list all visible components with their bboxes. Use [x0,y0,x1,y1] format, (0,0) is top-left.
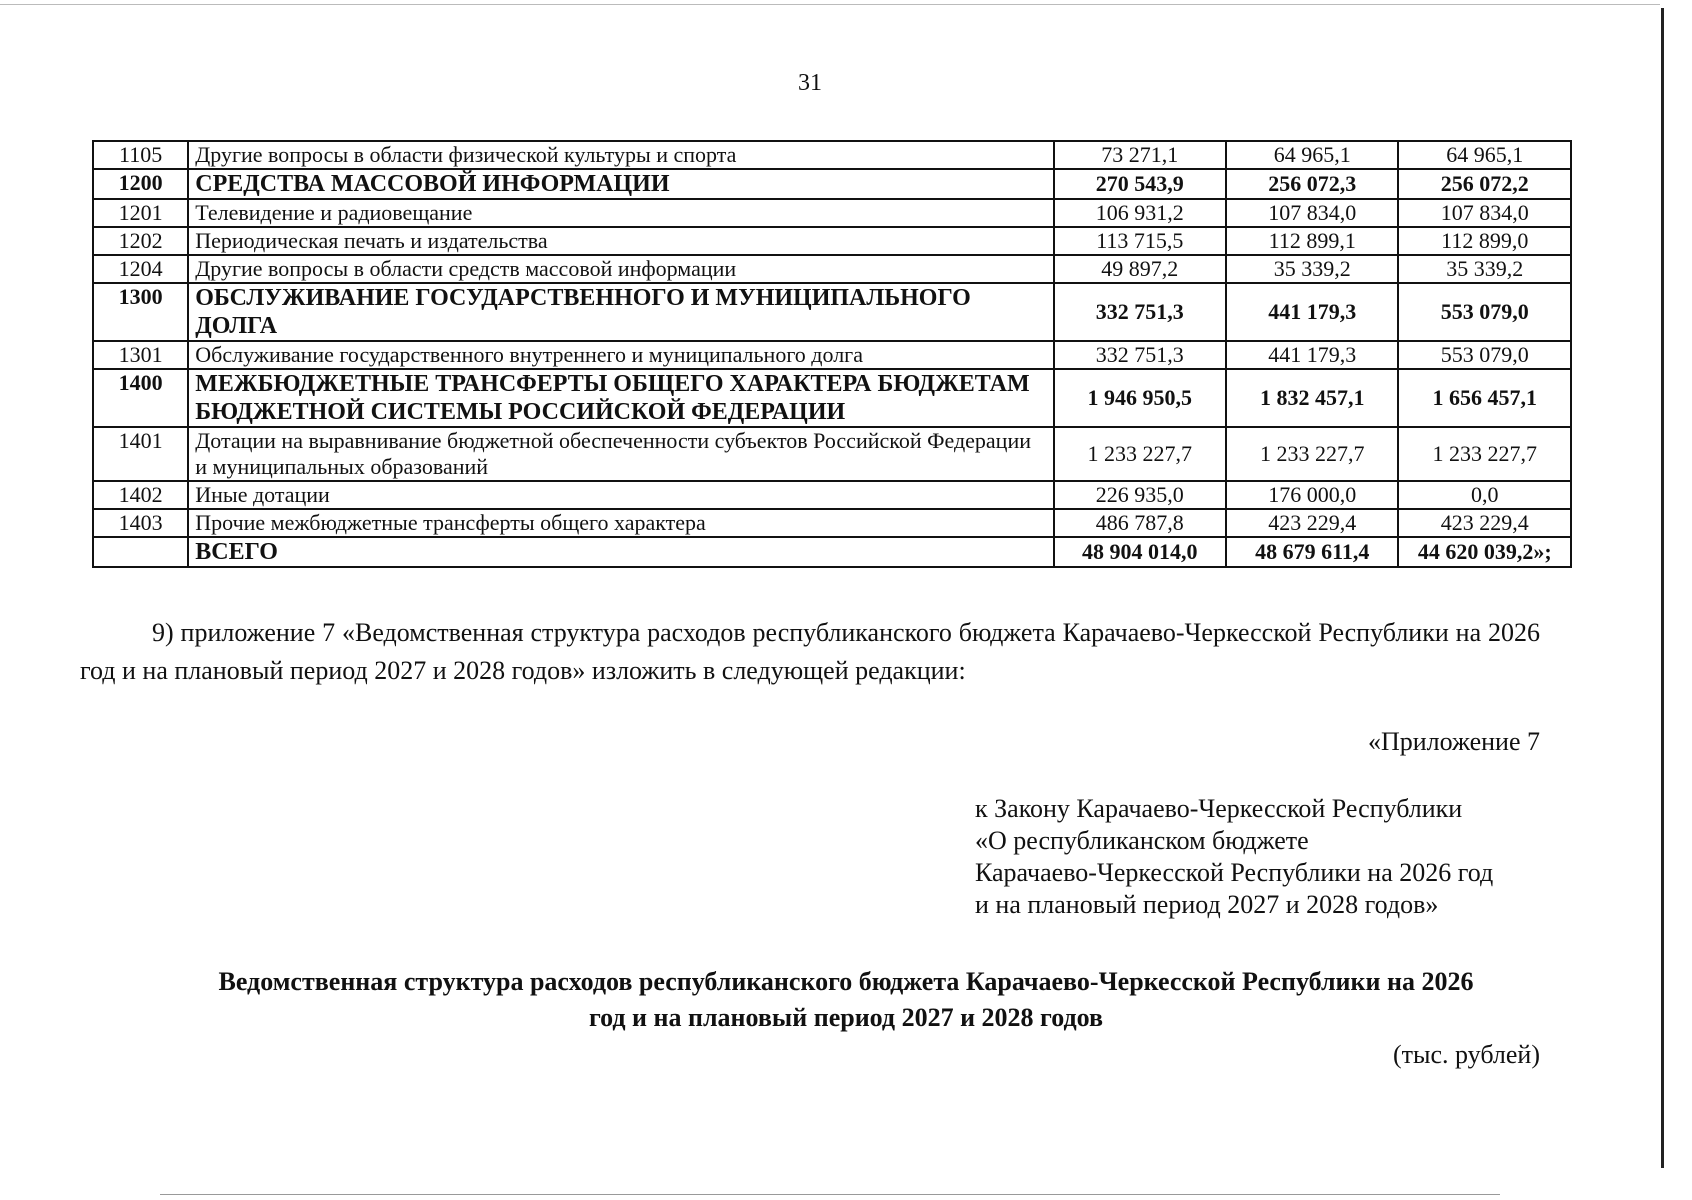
table-row [93,169,1571,199]
value-2028: 1 233 227,7 [1398,427,1571,481]
value-2027: 441 179,3 [1226,341,1398,369]
law-reference [975,793,1575,921]
units-label: (тыс. рублей) [1392,1040,1540,1069]
row-code: 1300 [93,283,188,341]
value-2028: 553 079,0 [1398,341,1571,369]
table-row [93,341,1571,369]
value-2027: 112 899,1 [1226,227,1398,255]
row-name: Обслуживание государственного внутреннего и муниципального долга [188,341,1053,369]
value-2026: 48 904 014,0 [1054,537,1226,567]
table-row [93,509,1571,537]
row-name: Периодическая печать и издательства [188,227,1053,255]
table-row [93,283,1571,341]
row-name: Дотации на выравнивание бюджетной обеспеченности субъектов Российской Федерации и муниципальных образований [188,427,1053,481]
value-2026: 1 233 227,7 [1054,427,1226,481]
value-2027: 1 832 457,1 [1226,369,1398,427]
row-name: Телевидение и радиовещание [188,199,1053,227]
value-2026: 486 787,8 [1054,509,1226,537]
row-code: 1402 [93,481,188,509]
row-code: 1400 [93,369,188,427]
row-name: Иные дотации [188,481,1053,509]
value-2026: 226 935,0 [1054,481,1226,509]
table-row [93,199,1571,227]
row-name: ВСЕГО [188,537,1053,567]
scan-edge-top [0,4,1660,5]
table-row [93,141,1571,169]
row-code: 1403 [93,509,188,537]
heading-line: год и на плановый период 2027 и 2028 годов [588,1003,1104,1032]
value-2028: 64 965,1 [1398,141,1571,169]
value-2027: 256 072,3 [1226,169,1398,199]
value-2026: 1 946 950,5 [1054,369,1226,427]
value-2027: 35 339,2 [1226,255,1398,283]
value-2028: 0,0 [1398,481,1571,509]
table-row [93,369,1571,427]
table-row [93,427,1571,481]
row-code: 1201 [93,199,188,227]
budget-table-body [93,141,1571,567]
value-2026: 332 751,3 [1054,283,1226,341]
value-2026: 49 897,2 [1054,255,1226,283]
row-name: СРЕДСТВА МАССОВОЙ ИНФОРМАЦИИ [188,169,1053,199]
value-2027: 107 834,0 [1226,199,1398,227]
value-2028: 107 834,0 [1398,199,1571,227]
row-name: Другие вопросы в области средств массовой информации [188,255,1053,283]
table-row [93,255,1571,283]
row-name: МЕЖБЮДЖЕТНЫЕ ТРАНСФЕРТЫ ОБЩЕГО ХАРАКТЕРА БЮДЖЕТАМ БЮДЖЕТНОЙ СИСТЕМЫ РОССИЙСКОЙ ФЕДЕРАЦИИ [188,369,1053,427]
row-code: 1401 [93,427,188,481]
value-2027: 48 679 611,4 [1226,537,1398,567]
row-code: 1105 [93,141,188,169]
law-reference-line: Карачаево-Черкесской Республики на 2026 год [975,858,1494,887]
law-reference-line: и на плановый период 2027 и 2028 годов» [975,890,1439,919]
heading-line: Ведомственная структура расходов республиканского бюджета Карачаево-Черкесской Республики на 2026 [218,967,1474,996]
amendment-paragraph: 9) приложение 7 «Ведомственная структура расходов республиканского бюджета Карачаево-Черкесской Республики на 2026 год и на плановый период 2027 и 2028 годов» изложить в следующей редакции: [80,618,1540,685]
row-code: 1202 [93,227,188,255]
value-2026: 270 543,9 [1054,169,1226,199]
value-2028: 112 899,0 [1398,227,1571,255]
value-2026: 73 271,1 [1054,141,1226,169]
value-2028: 423 229,4 [1398,509,1571,537]
value-2028: 553 079,0 [1398,283,1571,341]
value-2028: 35 339,2 [1398,255,1571,283]
appendix-title: «Приложение 7 [1367,727,1540,756]
table-row [93,481,1571,509]
row-name: ОБСЛУЖИВАНИЕ ГОСУДАРСТВЕННОГО И МУНИЦИПАЛЬНОГО ДОЛГА [188,283,1053,341]
table-row [93,537,1571,567]
value-2027: 1 233 227,7 [1226,427,1398,481]
row-name: Другие вопросы в области физической культуры и спорта [188,141,1053,169]
row-code: 1301 [93,341,188,369]
document-heading [0,964,1692,1036]
row-code [93,537,188,567]
value-2027: 176 000,0 [1226,481,1398,509]
page-number: 31 [798,70,822,96]
value-2028: 256 072,2 [1398,169,1571,199]
value-2027: 423 229,4 [1226,509,1398,537]
value-2026: 106 931,2 [1054,199,1226,227]
value-2027: 64 965,1 [1226,141,1398,169]
scan-edge-bottom [160,1194,1500,1195]
row-code: 1200 [93,169,188,199]
value-2027: 441 179,3 [1226,283,1398,341]
value-2028: 1 656 457,1 [1398,369,1571,427]
value-2026: 113 715,5 [1054,227,1226,255]
law-reference-line: к Закону Карачаево-Черкесской Республики [975,794,1463,823]
value-2026: 332 751,3 [1054,341,1226,369]
table-row [93,227,1571,255]
value-2028: 44 620 039,2»; [1398,537,1571,567]
law-reference-line: «О республиканском бюджете [975,826,1309,855]
row-code: 1204 [93,255,188,283]
row-name: Прочие межбюджетные трансферты общего характера [188,509,1053,537]
budget-table [92,140,1572,568]
